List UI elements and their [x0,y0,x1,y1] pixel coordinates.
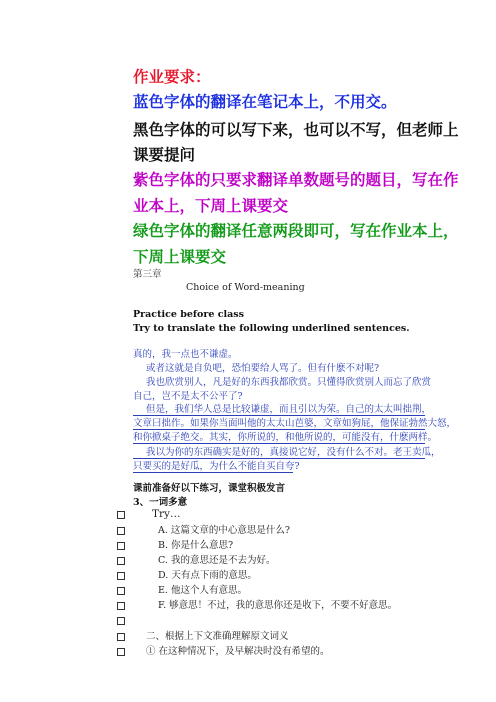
try-label: Try… [152,508,181,520]
bullet-box-icon [117,511,125,519]
chapter-number: 第三章 [133,269,162,280]
underline-rule [133,472,293,473]
requirement-line-black-2: 课要提问 [133,145,196,164]
passage-line-3: 我也欣赏别人，凡是好的东西我都欣赏。只懂得欣赏别人而忘了欣赏 [146,377,432,388]
section-two-item: ① 在这种情况下，及早解决时没有希望的。 [146,646,330,657]
requirement-line-purple-1: 紫色字体的只要求翻译单数题号的题目，写在作 [133,170,459,189]
requirement-line-purple-2: 业本上，下周上课要交 [133,196,289,215]
underline-rule [133,458,425,459]
bullet-box-icon [117,648,125,656]
requirement-line-blue: 蓝色字体的翻译在笔记本上，不用交。 [133,92,397,111]
bullet-box-icon [117,542,125,550]
passage-line-7: 和你掀桌子绝交。其实，你所说的，和他所说的，可能没有，什麽两样。 [133,432,438,443]
bullet-box-icon [117,587,125,595]
requirement-line-green-1: 绿色字体的翻译任意两段即可，写在作业本上， [133,221,459,240]
practice-instruction: Try to translate the following underlined sentences. [133,323,410,334]
exercise-section-title: 3、一词多意 [133,497,188,508]
passage-line-2: 或者这就是自负吧，恐怕要给人骂了。但有什麽不对呢? [146,363,380,374]
bullet-box-icon [117,633,125,641]
bullet-box-icon [117,572,125,580]
exercise-item: D. 天有点下雨的意思。 [158,570,257,581]
bullet-box-icon [117,617,125,625]
underline-rule [133,429,425,430]
bullet-box-icon [117,557,125,565]
passage-line-1: 真的，我一点也不谦虚。 [133,349,238,360]
exercise-item: E. 他这个人有意思。 [158,585,247,596]
exercise-item: F. 够意思！不过，我的意思你还是收下，不要不好意思。 [158,600,398,611]
exercise-item: B. 你是什么意思? [158,540,234,551]
requirements-title: 作业要求： [133,67,211,86]
requirement-line-black-1: 黑色字体的可以写下来，也可以不写，但老师上 [133,120,459,139]
chapter-title: Choice of Word-meaning [186,282,305,293]
passage-line-9: 只要买的是好瓜，为什么不能自买自夸? [133,461,300,472]
section-two-title: 二、根据上下文准确理解原文词义 [146,631,289,642]
practice-heading: Practice before class [133,309,244,320]
underline-rule [133,415,425,416]
requirement-line-green-2: 下周上课要交 [133,247,227,266]
exercise-item: A. 这篇文章的中心意思是什么? [158,525,290,536]
passage-line-8: 我以为你的东西确实是好的，真接说它好，没有什么不对。老王卖瓜， [146,447,441,458]
exercise-item: C. 我的意思还是不去为好。 [158,555,276,566]
underline-rule [133,443,425,444]
exercise-intro: 课前准备好以下练习，课堂积极发言 [133,483,286,494]
bullet-box-icon [117,602,125,610]
passage-line-6: 文章曰拙作。如果你当面叫他的太太山芭婆，文章如狗屁，他保证勃然大怒， [133,418,457,429]
passage-line-5: 但是，我们华人总是比较谦虚，而且引以为荣。自己的太太叫拙荆， [146,404,432,415]
passage-line-4: 自己，岂不是太不公平了? [133,391,243,402]
bullet-box-icon [117,527,125,535]
